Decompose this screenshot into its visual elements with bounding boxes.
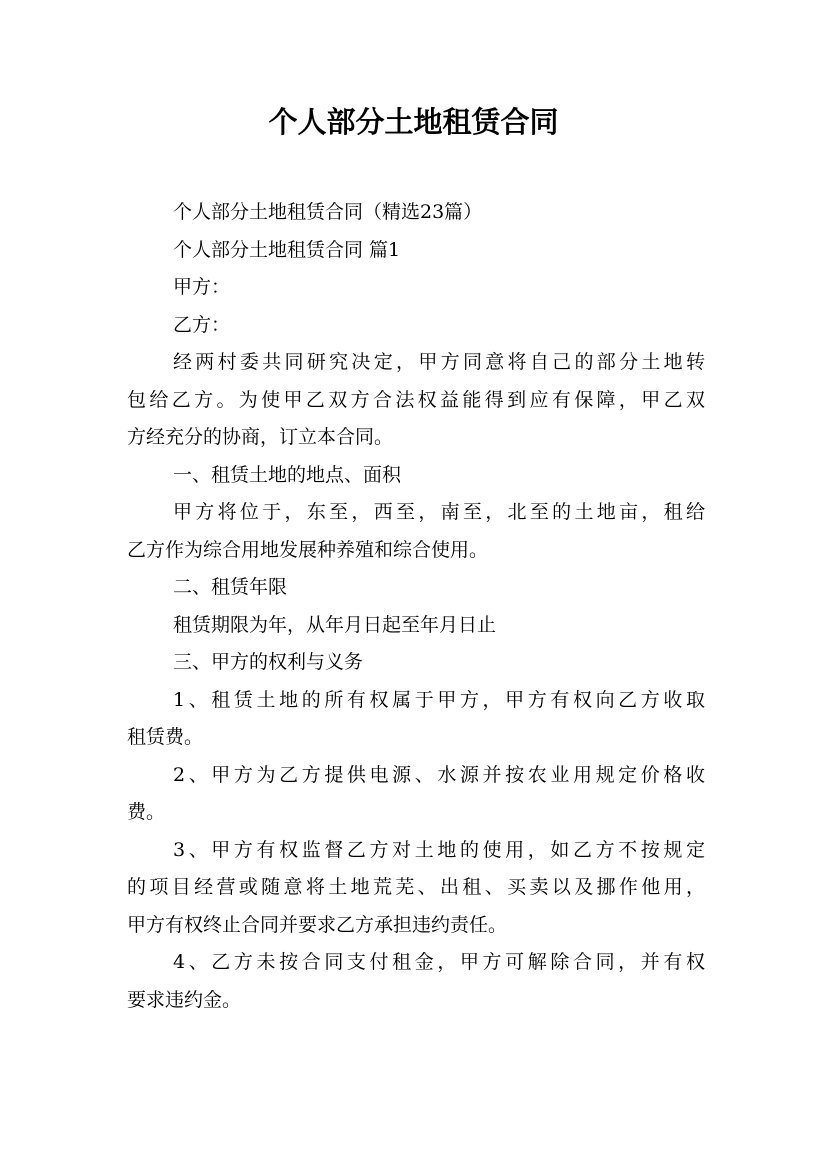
document-body bbox=[127, 194, 705, 1019]
paragraph-line: 甲方有权终止合同并要求乙方承担违约责任。 bbox=[127, 913, 508, 936]
paragraph-line: 2、甲方为乙方提供电源、水源并按农业用规定价格收 bbox=[173, 763, 705, 786]
paragraph bbox=[127, 682, 705, 757]
paragraph-line: 二、租赁年限 bbox=[173, 576, 288, 598]
paragraph-line: 经两村委共同研究决定，甲方同意将自己的部分土地转 bbox=[173, 351, 705, 373]
paragraph-line: 1、租赁土地的所有权属于甲方，甲方有权向乙方收取 bbox=[173, 688, 705, 711]
paragraph bbox=[127, 944, 705, 1019]
paragraph bbox=[127, 344, 705, 457]
paragraph-line: 一、租赁土地的地点、面积 bbox=[173, 463, 402, 486]
paragraph bbox=[127, 832, 705, 945]
paragraph-line: 甲方： bbox=[173, 276, 231, 298]
paragraph bbox=[127, 644, 705, 682]
paragraph bbox=[127, 194, 705, 232]
paragraph-line: 乙方作为综合用地发展种养殖和综合使用。 bbox=[127, 538, 489, 561]
paragraph-line: 方经充分的协商，订立本合同。 bbox=[127, 426, 394, 448]
paragraph bbox=[127, 607, 705, 645]
paragraph bbox=[127, 757, 705, 832]
paragraph-line: 费。 bbox=[127, 801, 166, 823]
paragraph-line: 要求违约金。 bbox=[127, 988, 242, 1011]
paragraph-line: 租赁期限为年，从年月日起至年月日止 bbox=[173, 613, 497, 636]
paragraph-line: 个人部分土地租赁合同（精选23篇） bbox=[173, 201, 483, 223]
paragraph-line: 甲方将位于，东至，西至，南至，北至的土地亩，租给 bbox=[173, 501, 705, 523]
paragraph-line: 的项目经营或随意将土地荒芜、出租、买卖以及挪作他用， bbox=[127, 876, 705, 898]
paragraph bbox=[127, 569, 705, 607]
paragraph-line: 4、乙方未按合同支付租金，甲方可解除合同，并有权 bbox=[173, 951, 705, 973]
paragraph-line: 包给乙方。为使甲乙双方合法权益能得到应有保障，甲乙双 bbox=[127, 388, 705, 411]
document-title: 个人部分土地租赁合同 bbox=[268, 105, 559, 139]
paragraph bbox=[127, 307, 705, 345]
paragraph-line: 租赁费。 bbox=[127, 726, 204, 748]
paragraph bbox=[127, 457, 705, 495]
paragraph bbox=[127, 232, 705, 270]
paragraph-line: 3、甲方有权监督乙方对土地的使用，如乙方不按规定 bbox=[173, 838, 705, 861]
paragraph bbox=[127, 269, 705, 307]
paragraph bbox=[127, 494, 705, 569]
paragraph-line: 个人部分土地租赁合同 篇1 bbox=[173, 238, 401, 261]
paragraph-line: 乙方： bbox=[173, 313, 231, 336]
paragraph-line: 三、甲方的权利与义务 bbox=[173, 651, 364, 673]
